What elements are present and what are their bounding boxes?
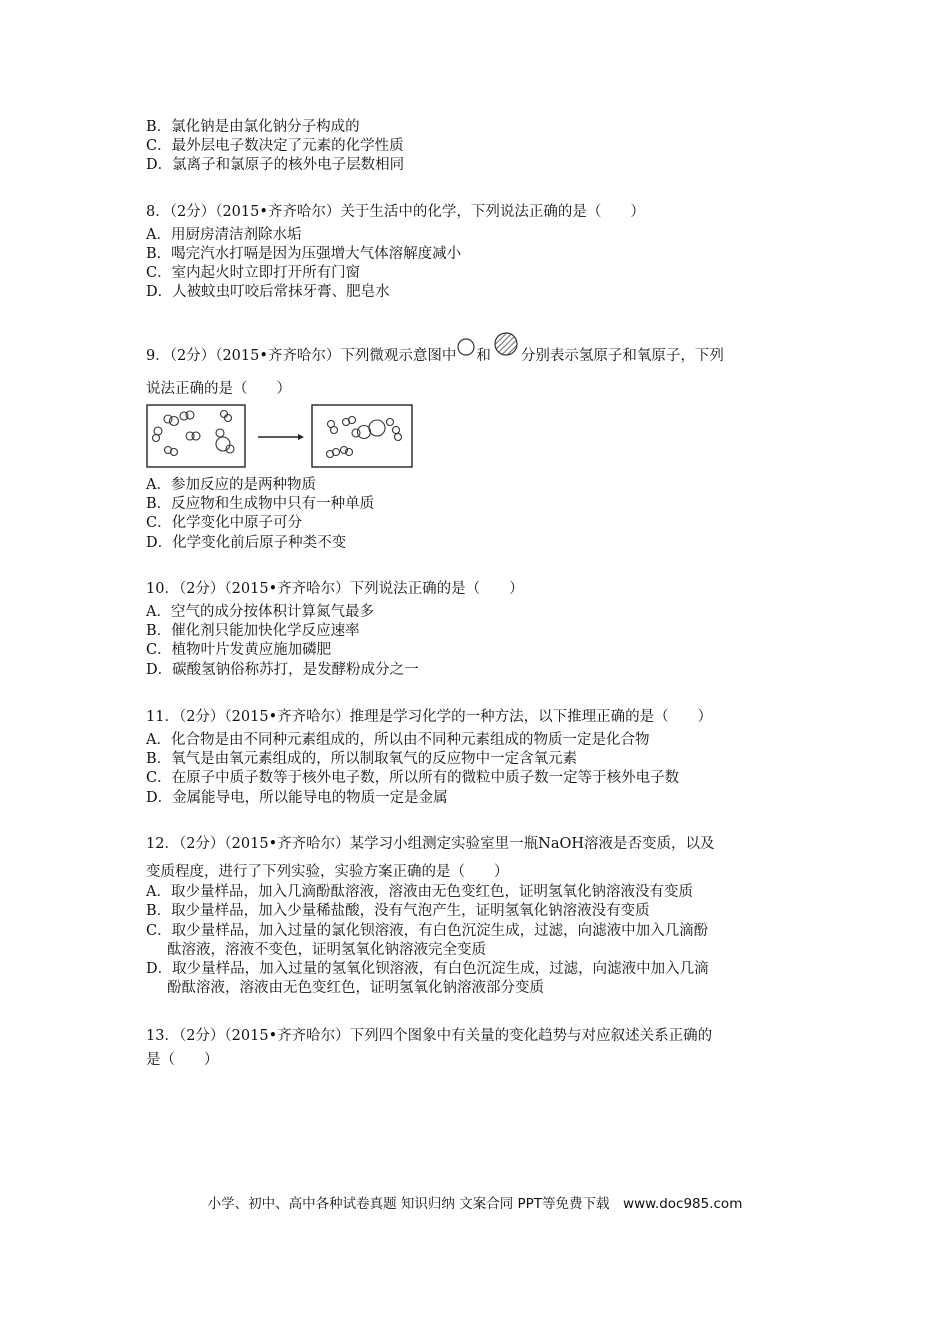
q9-stem-line1 xyxy=(146,347,724,365)
q10-option-d: D．碳酸氢钠俗称苏打，是发酵粉成分之一 xyxy=(146,662,419,678)
q8-stem: 8．（2分）（2015•齐齐哈尔）关于生活中的化学，下列说法正确的是（ ） xyxy=(146,204,645,220)
reaction-micro-diagram xyxy=(146,404,416,470)
q9-option-b: B．反应物和生成物中只有一种单质 xyxy=(146,496,375,512)
product-molecules xyxy=(327,417,402,458)
q7-option-d: D．氯离子和氯原子的核外电子层数相同 xyxy=(146,157,405,173)
q8-option-a: A．用厨房清洁剂除水垢 xyxy=(146,227,302,243)
q8-option-b: B．喝完汽水打嗝是因为压强增大气体溶解度减小 xyxy=(146,246,462,262)
q9-stem-part3: 分别表示氢原子和氧原子，下列 xyxy=(520,348,724,364)
q11-option-b: B．氧气是由氧元素组成的，所以制取氧气的反应物中一定含氧元素 xyxy=(146,751,578,767)
reactant-molecules xyxy=(153,411,235,456)
q12-option-d: D．取少量样品，加入过量的氢氧化钡溶液，有白色沉淀生成，过滤，向滤液中加入几滴 xyxy=(146,961,709,977)
q8-option-d: D．人被蚊虫叮咬后常抹牙膏、肥皂水 xyxy=(146,284,390,300)
q9-option-d: D．化学变化前后原子种类不变 xyxy=(146,535,347,551)
q11-stem: 11．（2分）（2015•齐齐哈尔）推理是学习化学的一种方法，以下推理正确的是（ ） xyxy=(146,709,713,725)
page-footer: 小学、初中、高中各种试卷真题 知识归纳 文案合同 PPT等免费下载 www.doc985.com xyxy=(207,1196,743,1212)
reaction-arrowhead xyxy=(298,434,304,440)
q10-option-a: A．空气的成分按体积计算氮气最多 xyxy=(146,604,374,620)
q9-stem-line2: 说法正确的是（ ） xyxy=(146,381,291,397)
q12-option-d-cont: 酚酞溶液，溶液由无色变红色，证明氢氧化钠溶液部分变质 xyxy=(167,980,544,996)
q9-stem-part1: 9．（2分）（2015•齐齐哈尔）下列微观示意图中 xyxy=(146,348,457,364)
q12-stem-line1: 12．（2分）（2015•齐齐哈尔）某学习小组测定实验室里一瓶NaOH溶液是否变质，以及 xyxy=(146,836,715,852)
product-box xyxy=(312,405,412,467)
q10-option-b: B．催化剂只能加快化学反应速率 xyxy=(146,623,360,639)
q12-option-b: B．取少量样品，加入少量稀盐酸，没有气泡产生，证明氢氧化钠溶液没有变质 xyxy=(146,903,650,919)
reactant-box xyxy=(147,405,245,467)
q8-option-c: C．室内起火时立即打开所有门窗 xyxy=(146,265,361,281)
hydrogen-atom-icon xyxy=(456,337,476,359)
q9-stem-part2: 和 xyxy=(476,348,491,364)
q10-stem: 10．（2分）（2015•齐齐哈尔）下列说法正确的是（ ） xyxy=(146,581,524,597)
oxygen-atom-icon xyxy=(491,331,521,361)
q13-stem-line1: 13．（2分）（2015•齐齐哈尔）下列四个图象中有关量的变化趋势与对应叙述关系正确的 xyxy=(146,1028,713,1044)
q11-option-a: A．化合物是由不同种元素组成的，所以由不同种元素组成的物质一定是化合物 xyxy=(146,732,650,748)
q13-stem-line2: 是（ ） xyxy=(146,1052,219,1068)
q12-option-c: C．取少量样品，加入过量的氯化钡溶液，有白色沉淀生成，过滤，向滤液中加入几滴酚 xyxy=(146,923,709,939)
q7-option-c: C．最外层电子数决定了元素的化学性质 xyxy=(146,138,404,154)
q9-option-c: C．化学变化中原子可分 xyxy=(146,515,303,531)
q12-stem-line2: 变质程度，进行了下列实验，实验方案正确的是（ ） xyxy=(146,864,509,880)
q12-option-c-cont: 酞溶液，溶液不变色，证明氢氧化钠溶液完全变质 xyxy=(167,942,486,958)
q11-option-d: D．金属能导电，所以能导电的物质一定是金属 xyxy=(146,790,448,806)
q11-option-c: C．在原子中质子数等于核外电子数，所以所有的微粒中质子数一定等于核外电子数 xyxy=(146,770,680,786)
q12-option-a: A．取少量样品，加入几滴酚酞溶液，溶液由无色变红色，证明氢氧化钠溶液没有变质 xyxy=(146,884,693,900)
q10-option-c: C．植物叶片发黄应施加磷肥 xyxy=(146,642,332,658)
q9-option-a: A．参加反应的是两种物质 xyxy=(146,477,316,493)
q7-option-b: B．氯化钠是由氯化钠分子构成的 xyxy=(146,119,360,135)
